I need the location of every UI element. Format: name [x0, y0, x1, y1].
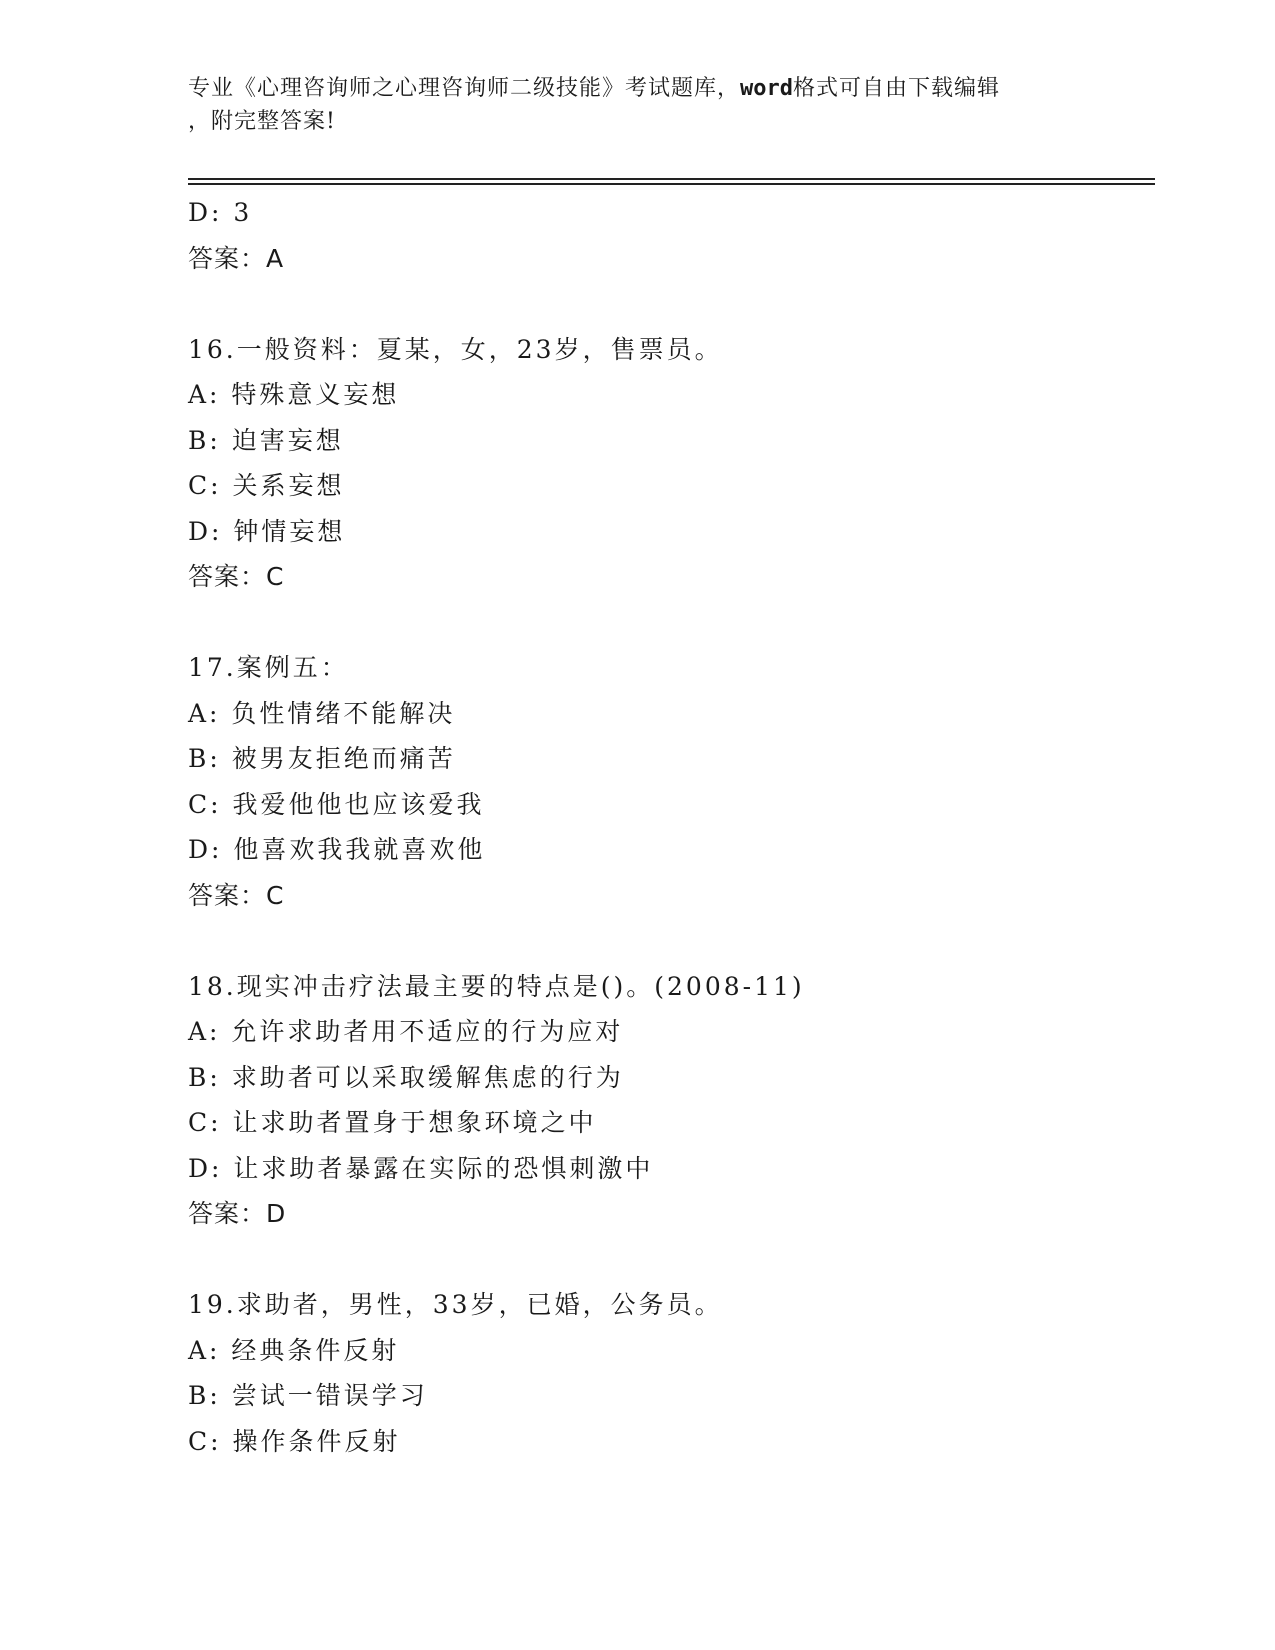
- option-a: A: 经典条件反射: [188, 1335, 400, 1365]
- question-stem: 17.案例五：: [188, 653, 349, 682]
- spacer: [188, 281, 1148, 327]
- prev-option-d: D: 3: [188, 198, 253, 227]
- option-b: B: 被男友拒绝而痛苦: [188, 744, 456, 773]
- answer: 答案：D: [188, 1199, 287, 1228]
- question-stem: 18.现实冲击疗法最主要的特点是()。(2008-11): [188, 971, 805, 1001]
- question-list: [188, 190, 1148, 1464]
- header-line-2: ，附完整答案!: [188, 109, 336, 134]
- option-d: D: 他喜欢我我就喜欢他: [188, 835, 486, 864]
- question-stem: 19.求助者，男性，33岁，已婚，公务员。: [188, 1290, 723, 1319]
- answer: 答案：C: [188, 562, 285, 591]
- spacer: [188, 918, 1148, 964]
- header-divider-bottom: [188, 183, 1155, 185]
- answer: 答案：C: [188, 880, 285, 910]
- header-text-word: word: [740, 76, 793, 101]
- header-line-1: [188, 72, 1068, 105]
- option-b: B: 求助者可以采取缓解焦虑的行为: [188, 1062, 624, 1092]
- question-16: [188, 327, 1148, 600]
- spacer: [188, 600, 1148, 646]
- prev-answer: 答案：A: [188, 243, 285, 273]
- option-a: A: 允许求助者用不适应的行为应对: [188, 1017, 624, 1046]
- option-a: A: 负性情绪不能解决: [188, 698, 456, 728]
- document-header: [188, 72, 1068, 138]
- spacer: [188, 1237, 1148, 1283]
- header-text-post: 格式可自由下载编辑: [793, 76, 1001, 101]
- question-19: [188, 1282, 1148, 1464]
- option-c: C: 我爱他他也应该爱我: [188, 789, 485, 819]
- option-a: A: 特殊意义妄想: [188, 380, 400, 409]
- option-d: D: 钟情妄想: [188, 516, 346, 546]
- header-divider-top: [188, 178, 1155, 180]
- question-17: [188, 645, 1148, 918]
- option-c: C: 操作条件反射: [188, 1426, 401, 1456]
- option-d: D: 让求助者暴露在实际的恐惧刺激中: [188, 1153, 654, 1183]
- option-b: B: 迫害妄想: [188, 425, 344, 455]
- question-18: [188, 964, 1148, 1237]
- question-stem: 16.一般资料：夏某，女，23岁，售票员。: [188, 334, 723, 364]
- header-text-pre: 专业《心理咨询师之心理咨询师二级技能》考试题库，: [188, 76, 741, 101]
- option-b: B: 尝试一错误学习: [188, 1381, 428, 1410]
- option-c: C: 让求助者置身于想象环境之中: [188, 1108, 597, 1137]
- option-c: C: 关系妄想: [188, 471, 345, 500]
